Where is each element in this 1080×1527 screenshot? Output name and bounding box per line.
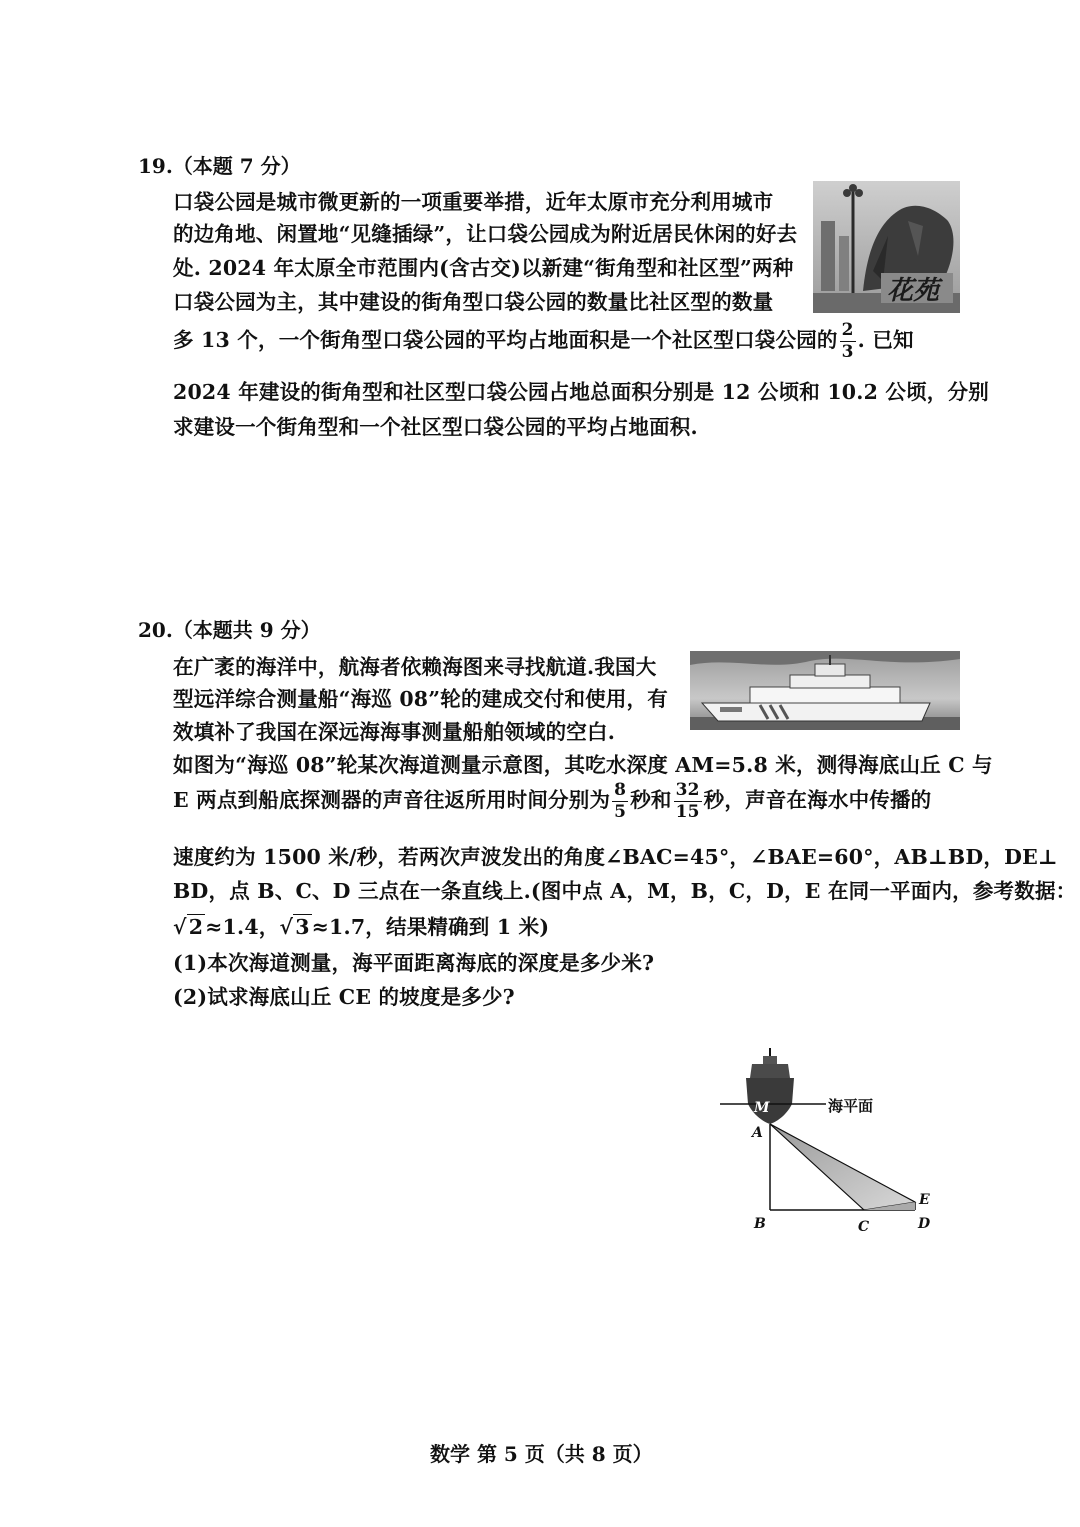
q19-fraction-num: 2 [841,320,854,340]
point-label-M: M [754,1100,770,1116]
point-label-B: B [754,1216,766,1232]
diagram-svg [716,1042,966,1237]
q20-heading: 20.（本题共 9 分） [138,618,321,642]
q19-line-3: 处. 2024 年太原全市范围内(含古交)以新建“街角型和社区型”两种 [173,256,794,280]
q20-fraction-1-den: 5 [614,802,627,822]
q20-fraction-1-num: 8 [614,780,627,800]
q20-line-7: BD，点 B、C、D 三点在一条直线上.(图中点 A，M，B，C，D，E 在同一平面内，参考数据： [173,879,1077,903]
q20-line-8-end: ≈1.7，结果精确到 1 米) [311,915,550,939]
q20-line-2: 型远洋综合测量船“海巡 08”轮的建成交付和使用，有 [173,687,668,711]
point-label-A: A [752,1125,763,1141]
q20-fraction-1 [612,782,628,821]
sqrt-3-radicand: 3 [295,915,310,939]
q20-subquestion-1: (1)本次海道测量，海平面距离海底的深度是多少米? [173,951,655,975]
q19-fraction-den: 3 [841,342,854,362]
ship-photo [690,651,960,730]
q19-heading: 19.（本题 7 分） [138,154,301,178]
ship-bridge [750,1064,790,1078]
q20-fraction-2-den: 15 [675,802,700,822]
q20-line-5-a: E 两点到船底探测器的声音往返所用时间分别为 [173,788,611,812]
q19-line-6: 2024 年建设的街角型和社区型口袋公园占地总面积分别是 12 公顷和 10.2 公顷，分别 [173,380,989,404]
q19-line-7: 求建设一个街角型和一个社区型口袋公园的平均占地面积. [173,415,698,439]
q20-line-3: 效填补了我国在深远海海事测量船舶领域的空白. [173,720,616,744]
sqrt-2-radicand: 2 [188,915,204,939]
sea-level-label: 海平面 [828,1097,874,1115]
q20-line-6: 速度约为 1500 米/秒，若两次声波发出的角度∠BAC=45°，∠BAE=60°，AB⊥BD，DE⊥ [173,845,1058,869]
sqrt-3: √3 [279,915,310,939]
q20-line-5-b: 秒和 [630,788,672,812]
q20-line-1: 在广袤的海洋中，航海者依赖海图来寻找航道.我国大 [173,655,657,679]
point-label-C: C [858,1219,870,1235]
q20-line-8 [173,910,549,940]
q19-line-5 [173,322,914,361]
measurement-diagram [716,1042,966,1237]
ship-mast-top [763,1056,777,1064]
q19-line-1: 口袋公园是城市微更新的一项重要举措，近年太原市充分利用城市 [173,190,774,214]
sqrt-2: √2 [173,915,204,939]
q20-line-4: 如图为“海巡 08”轮某次海道测量示意图，其吃水深度 AM=5.8 米，测得海底山丘 C 与 [173,753,993,777]
ship-photo-icon [690,651,960,730]
q19-line-5-text: 多 13 个，一个街角型口袋公园的平均占地面积是一个社区型口袋公园的 [173,328,838,352]
park-photo-icon [813,181,960,313]
q19-line-5-end: . 已知 [857,328,914,352]
q20-fraction-2-num: 32 [675,780,700,800]
q19-line-4: 口袋公园为主，其中建设的街角型口袋公园的数量比社区型的数量 [173,290,774,314]
page-footer: 数学 第 5 页（共 8 页） [430,1442,653,1466]
q19-line-2: 的边角地、闲置地“见缝插绿”，让口袋公园成为附近居民休闲的好去 [173,222,798,246]
q20-line-5-c: 秒，声音在海水中传播的 [703,788,932,812]
point-label-E: E [919,1192,930,1208]
park-photo [813,181,960,313]
q20-line-5 [173,782,931,821]
park-sign-text: 花苑 [887,276,940,306]
q20-line-8-mid: ≈1.4， [205,915,280,939]
q20-subquestion-2: (2)试求海底山丘 CE 的坡度是多少? [173,985,515,1009]
sonar-beams [770,1124,915,1210]
q20-fraction-2 [674,782,702,821]
q19-fraction [840,322,856,361]
point-label-D: D [918,1216,931,1232]
